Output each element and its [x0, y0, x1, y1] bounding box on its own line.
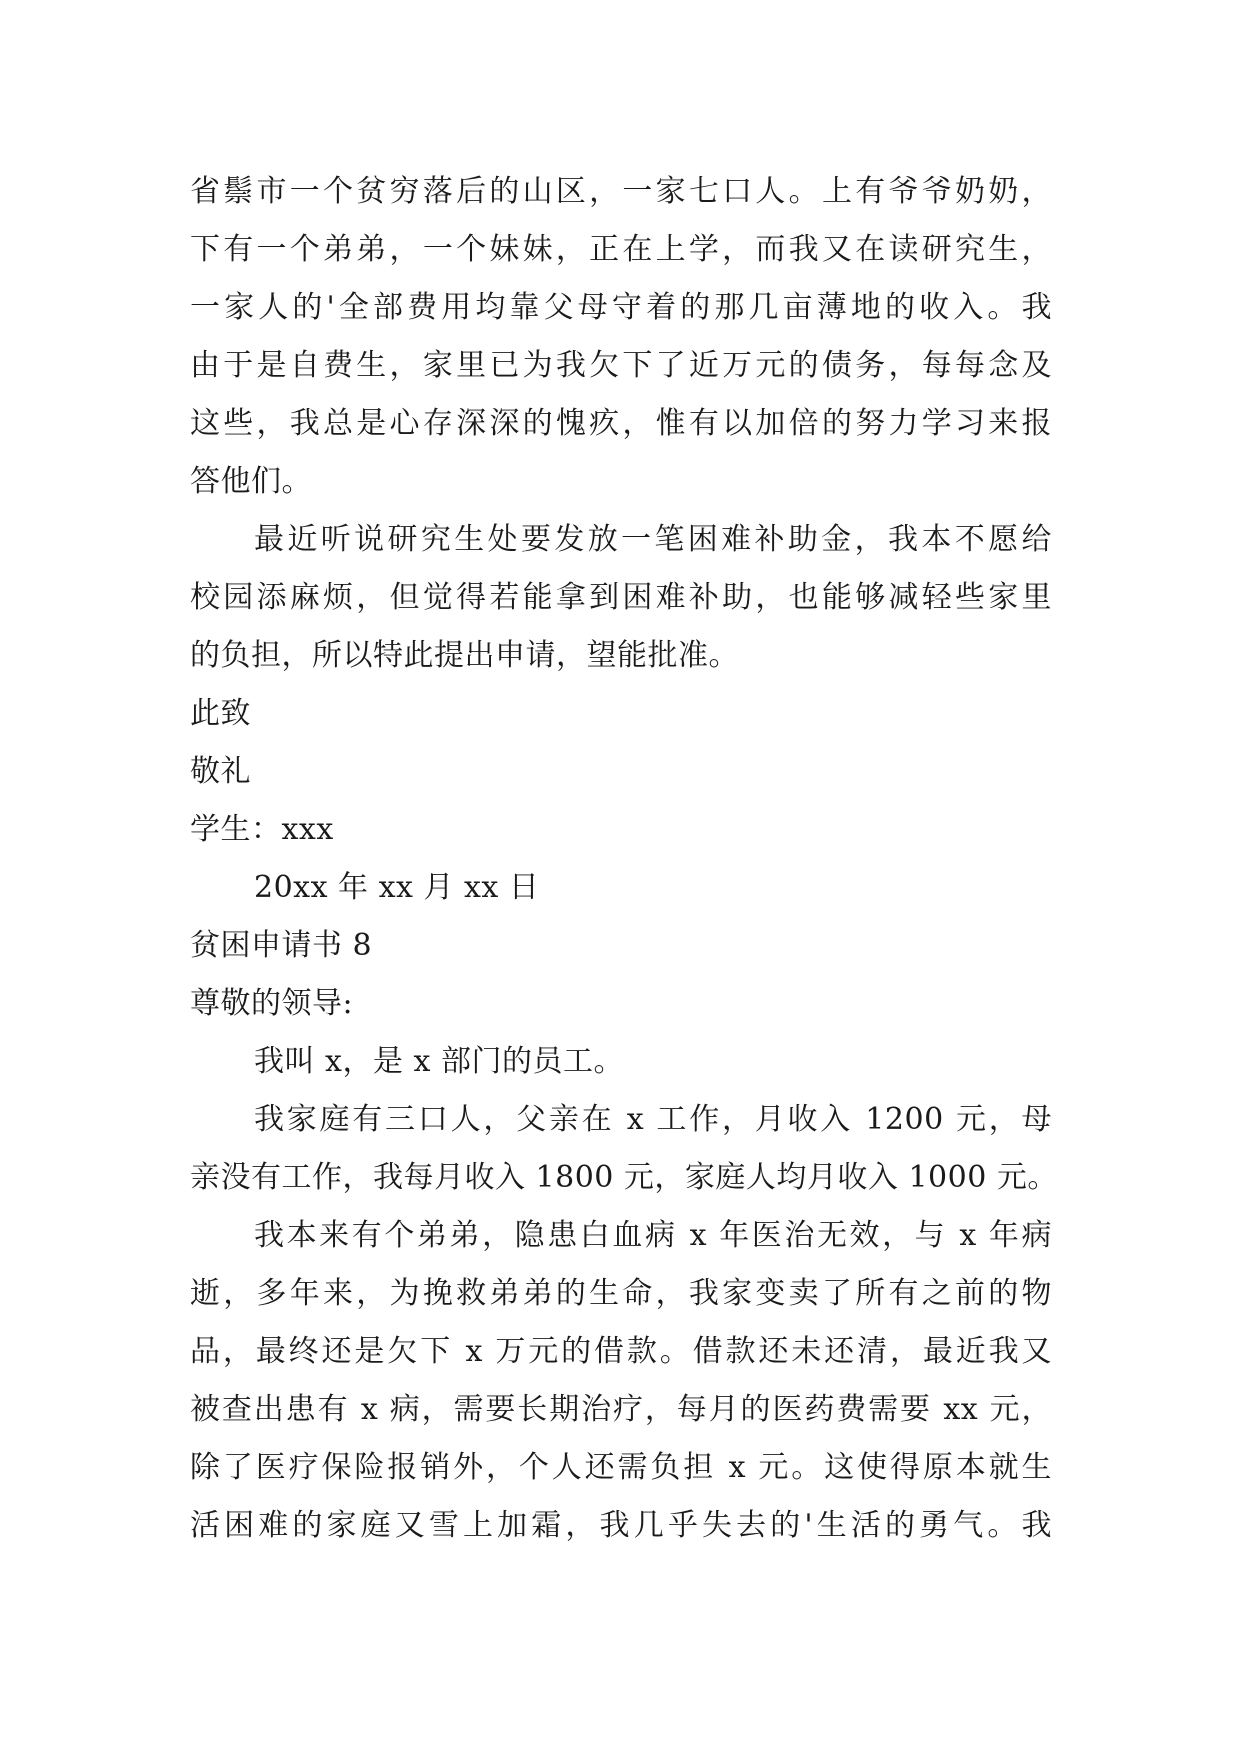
text-line: 这些，我总是心存深深的愧疚，惟有以加倍的努力学习来报 [190, 406, 1052, 441]
text-line: 校园添麻烦，但觉得若能拿到困难补助，也能够减轻些家里 [190, 580, 1052, 615]
text-line: 我本来有个弟弟，隐患白血病 x 年医治无效，与 x 年病 [254, 1218, 1052, 1253]
text-line: 一家人的'全部费用均靠父母守着的那几亩薄地的收入。我 [190, 290, 1052, 325]
text-line: 的负担，所以特此提出申请，望能批准。 [190, 638, 739, 673]
text-line: 亲没有工作，我每月收入 1800 元，家庭人均月收入 1000 元。 [190, 1160, 1058, 1195]
text-line: 20xx 年 xx 月 xx 日 [254, 870, 540, 905]
text-line: 活困难的家庭又雪上加霜，我几乎失去的'生活的勇气。我 [190, 1508, 1052, 1543]
text-line: 下有一个弟弟，一个妹妹，正在上学，而我又在读研究生， [190, 232, 1052, 267]
text-line: 此致 [190, 696, 251, 731]
text-line: 贫困申请书 8 [190, 928, 373, 963]
text-line: 品，最终还是欠下 x 万元的借款。借款还未还清，最近我又 [190, 1334, 1052, 1369]
text-line: 被查出患有 x 病，需要长期治疗，每月的医药费需要 xx 元， [190, 1392, 1052, 1427]
text-line: 我叫 x，是 x 部门的员工。 [254, 1044, 624, 1079]
text-line: 学生：xxx [190, 812, 334, 847]
document-body [190, 163, 1058, 1555]
text-line: 敬礼 [190, 754, 251, 789]
text-line: 答他们。 [190, 464, 312, 499]
text-line: 由于是自费生，家里已为我欠下了近万元的债务，每每念及 [190, 348, 1052, 383]
text-line: 逝，多年来，为挽救弟弟的生命，我家变卖了所有之前的物 [190, 1276, 1052, 1311]
text-line: 我家庭有三口人，父亲在 x 工作，月收入 1200 元，母 [254, 1102, 1052, 1137]
text-line: 省鬃市一个贫穷落后的山区，一家七口人。上有爷爷奶奶， [190, 174, 1052, 209]
text-line: 尊敬的领导: [190, 986, 354, 1021]
text-line: 最近听说研究生处要发放一笔困难补助金，我本不愿给 [254, 522, 1052, 557]
text-line: 除了医疗保险报销外，个人还需负担 x 元。这使得原本就生 [190, 1450, 1052, 1485]
